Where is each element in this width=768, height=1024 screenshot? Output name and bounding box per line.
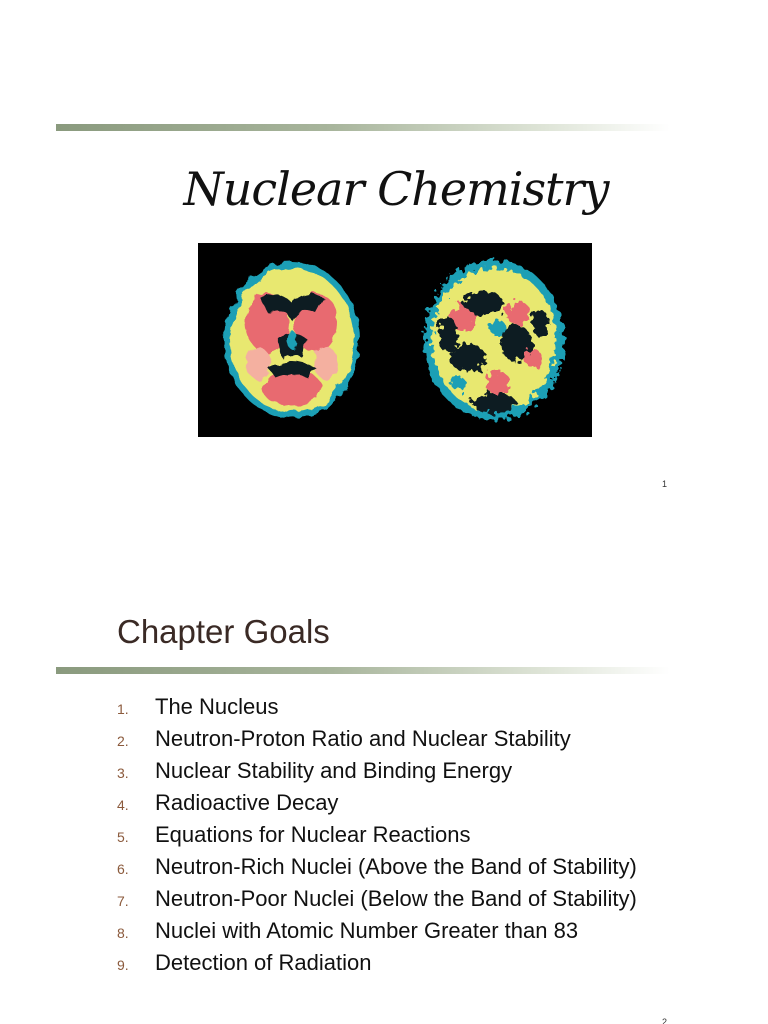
- list-item: [117, 887, 677, 913]
- list-item-number: 6.: [117, 861, 129, 877]
- list-item-number: 7.: [117, 893, 129, 909]
- slide-title: Nuclear Chemistry: [183, 162, 609, 216]
- list-item: [117, 855, 677, 881]
- list-item: [117, 823, 677, 849]
- title-divider-top: [56, 124, 670, 131]
- slide-title: Chapter Goals: [117, 613, 330, 650]
- list-item: [117, 791, 677, 817]
- list-item-number: 1.: [117, 701, 129, 717]
- list-item-text: Equations for Nuclear Reactions: [155, 822, 471, 847]
- slide-2: [0, 512, 768, 1024]
- list-item: [117, 695, 677, 721]
- list-item-number: 3.: [117, 765, 129, 781]
- list-item-text: Neutron-Poor Nuclei (Below the Band of Stability): [155, 886, 637, 911]
- list-item: [117, 919, 677, 945]
- list-item-number: 4.: [117, 797, 129, 813]
- list-item-text: Radioactive Decay: [155, 790, 339, 815]
- list-item-text: The Nucleus: [155, 694, 279, 719]
- list-item-text: Neutron-Rich Nuclei (Above the Band of Stability): [155, 854, 637, 879]
- page-number: 1: [662, 479, 668, 489]
- list-item: [117, 727, 677, 753]
- page-number: 2: [662, 1017, 668, 1024]
- list-item-text: Neutron-Proton Ratio and Nuclear Stability: [155, 726, 571, 751]
- chapter-goals-list: [117, 695, 677, 983]
- brain-scan-image: [198, 243, 592, 437]
- list-item-text: Nuclear Stability and Binding Energy: [155, 758, 513, 783]
- list-item: [117, 951, 677, 977]
- title-divider: [56, 667, 670, 674]
- list-item-text: Detection of Radiation: [155, 950, 372, 975]
- list-item-number: 2.: [117, 733, 129, 749]
- list-item-number: 5.: [117, 829, 129, 845]
- list-item-text: Nuclei with Atomic Number Greater than 83: [155, 918, 579, 943]
- list-item-number: 8.: [117, 925, 129, 941]
- list-item-number: 9.: [117, 957, 129, 973]
- list-item: [117, 759, 677, 785]
